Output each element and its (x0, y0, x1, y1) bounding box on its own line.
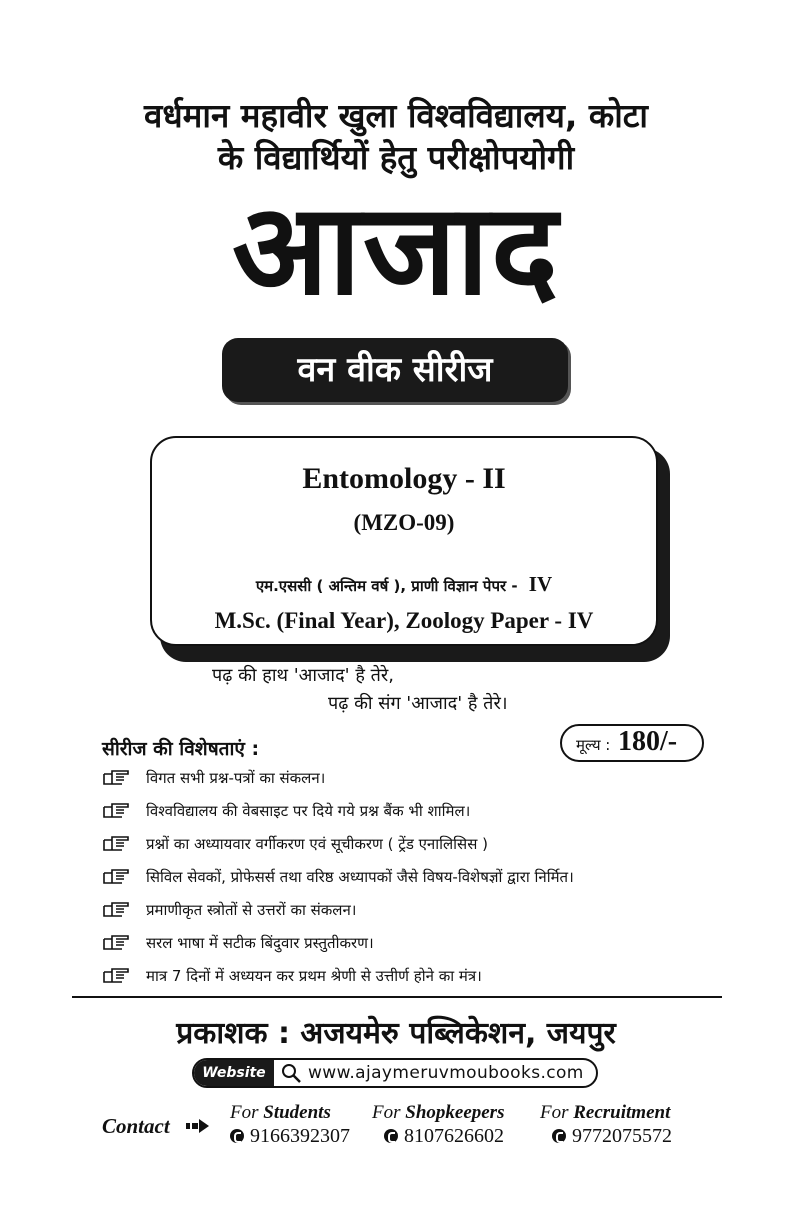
contact-prefix: For (372, 1102, 401, 1123)
contact-recruitment (540, 1102, 672, 1148)
contact-prefix: For (230, 1102, 259, 1123)
website-url[interactable]: www.ajaymeruvmoubooks.com (308, 1063, 584, 1083)
publisher-line: प्रकाशक : अजयमेरु पब्लिकेशन, जयपुर (176, 1016, 616, 1051)
feature-text: प्रश्नों का अध्यायवार वर्गीकरण एवं सूचीकरण ( ट्रेंड एनालिसिस ) (146, 835, 488, 853)
feature-text: सरल भाषा में सटीक बिंदुवार प्रस्तुतीकरण। (146, 934, 374, 952)
pointing-hand-icon (102, 933, 132, 953)
feature-text: प्रमाणीकृत स्त्रोतों से उत्तरों का संकलन। (146, 901, 357, 919)
course-code: (MZO-09) (353, 510, 455, 535)
contact-phone[interactable]: 9166392307 (250, 1125, 350, 1147)
contact-label: Contact (102, 1114, 170, 1138)
contact-prefix: For (540, 1102, 569, 1123)
feature-text: सिविल सेवकों, प्रोफेसर्स तथा वरिष्ठ अध्यापकों जैसे विषय-विशेषज्ञों द्वारा निर्मित। (146, 868, 574, 886)
contact-role: Shopkeepers (405, 1102, 505, 1123)
feature-text: विश्वविद्यालय की वेबसाइट पर दिये गये प्रश्न बैंक भी शामिल। (146, 802, 471, 820)
english-course-line: M.Sc. (Final Year), Zoology Paper - IV (214, 608, 594, 633)
hindi-paper-number: IV (528, 572, 553, 596)
pointing-hand-icon (102, 900, 132, 920)
contact-role: Students (263, 1102, 331, 1123)
book-title: Entomology - II (302, 462, 506, 495)
feature-text: विगत सभी प्रश्न-पत्रों का संकलन। (146, 769, 326, 787)
list-item (102, 768, 325, 788)
series-badge: वन वीक सीरीज (222, 338, 568, 402)
phone-icon (384, 1129, 398, 1143)
hindi-course-text: एम.एससी ( अन्तिम वर्ष ), प्राणी विज्ञान पेपर - (255, 577, 518, 595)
list-item (102, 900, 356, 920)
feature-text: मात्र 7 दिनों में अध्ययन कर प्रथम श्रेणी से उत्तीर्ण होने का मंत्र। (146, 967, 482, 985)
phone-icon (230, 1129, 244, 1143)
contact-students (230, 1102, 350, 1148)
pointing-hand-icon (102, 834, 132, 854)
pointing-hand-icon (102, 801, 132, 821)
arrow-right-icon (186, 1118, 210, 1134)
price-label: मूल्य : (576, 736, 611, 754)
contact-shopkeepers (372, 1102, 504, 1148)
contact-role: Recruitment (573, 1102, 671, 1123)
pointing-hand-icon (102, 867, 132, 887)
features-title: सीरीज की विशेषताएं : (102, 738, 260, 760)
brand-title: आजाद (232, 176, 560, 323)
pointing-hand-icon (102, 768, 132, 788)
website-label: Website (194, 1060, 274, 1086)
couplet-line-2: पढ़ की संग 'आजाद' है तेरे। (328, 693, 508, 714)
list-item (102, 867, 574, 887)
couplet-line-1: पढ़ की हाथ 'आजाद' है तेरे, (212, 665, 394, 686)
divider (72, 996, 722, 998)
list-item (102, 801, 470, 821)
university-line: वर्धमान महावीर खुला विश्वविद्यालय, कोटा (144, 96, 648, 135)
list-item (102, 966, 482, 986)
phone-icon (552, 1129, 566, 1143)
list-item (102, 933, 374, 953)
contact-phone[interactable]: 9772075572 (572, 1125, 672, 1147)
students-line: के विद्यार्थियों हेतु परीक्षोपयोगी (217, 138, 575, 177)
hindi-course-line (150, 572, 658, 597)
list-item (102, 834, 488, 854)
search-icon (280, 1062, 302, 1084)
pointing-hand-icon (102, 966, 132, 986)
contact-phone[interactable]: 8107626602 (404, 1125, 504, 1147)
price-value: 180/- (618, 726, 678, 757)
website-box[interactable] (192, 1058, 598, 1088)
